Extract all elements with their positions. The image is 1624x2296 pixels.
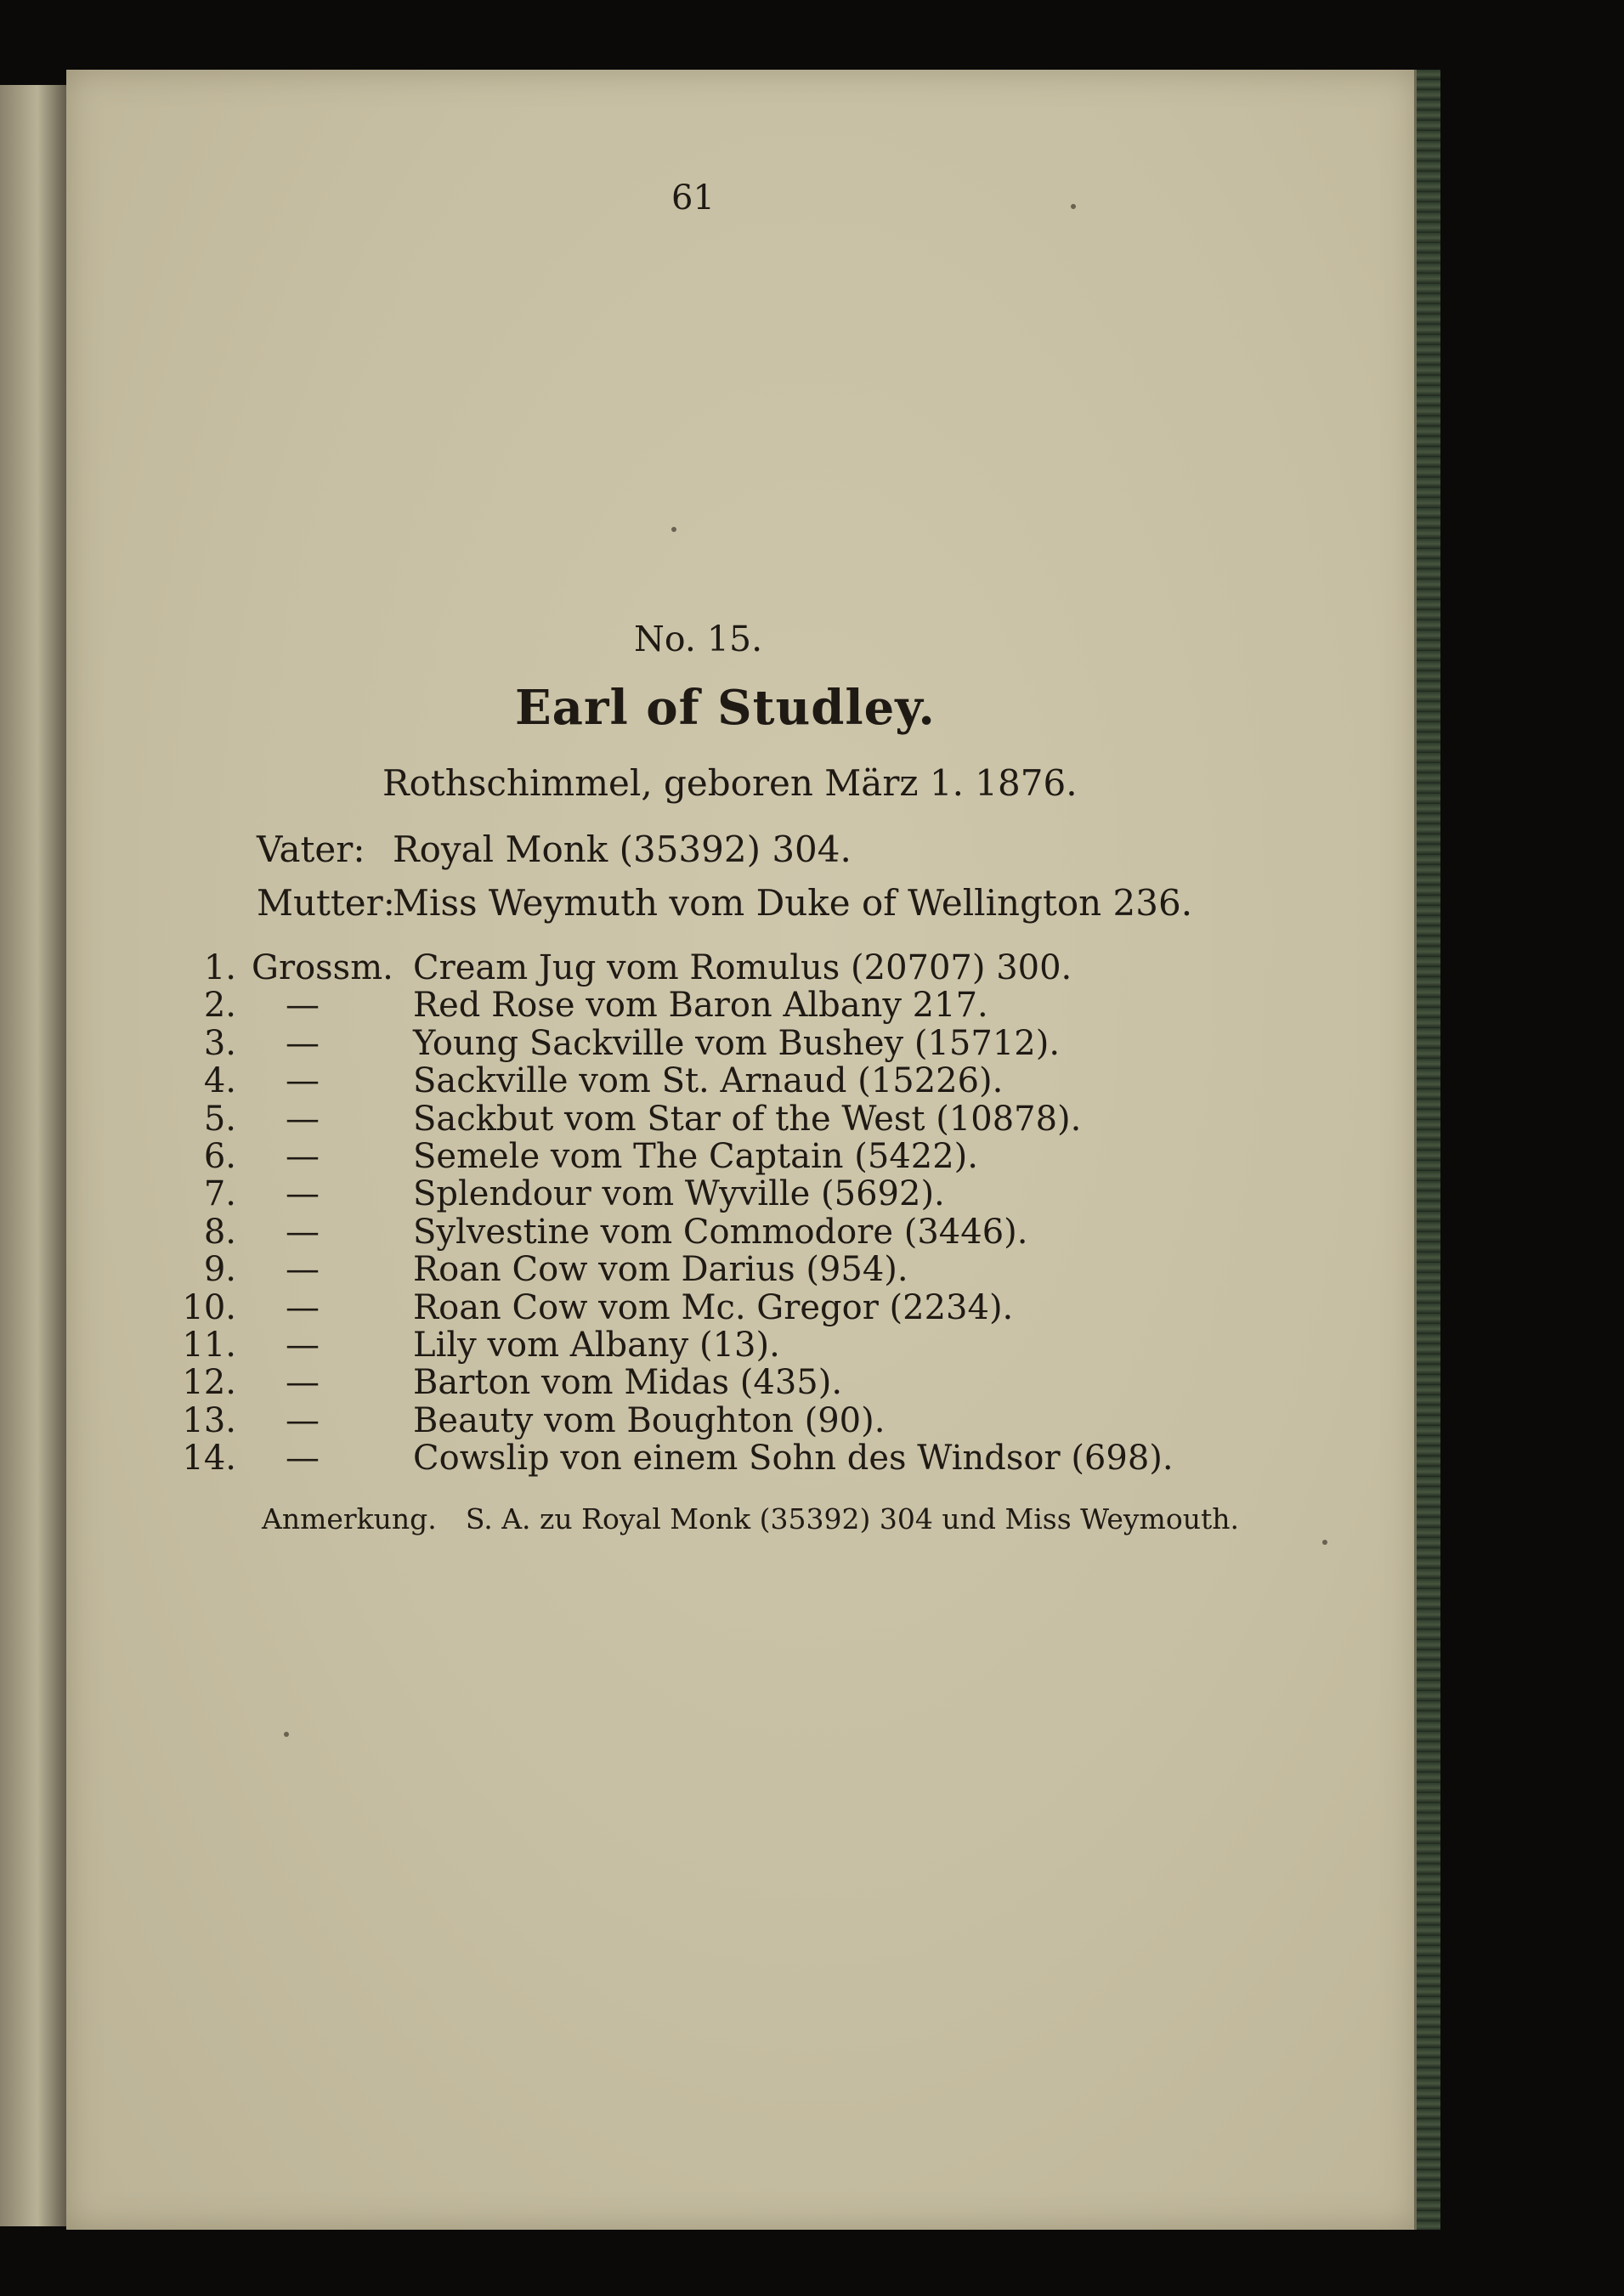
pedigree-row bbox=[178, 1364, 1164, 1401]
sire-value: Royal Monk (35392) 304. bbox=[393, 828, 852, 870]
pedigree-row bbox=[178, 1175, 1164, 1213]
pedigree-number: 12. bbox=[182, 1363, 236, 1403]
pedigree-number: 4. bbox=[203, 1061, 236, 1101]
paper-speck bbox=[1322, 1540, 1327, 1545]
pedigree-relation: — bbox=[286, 986, 320, 1026]
pedigree-name: Splendour vom Wyville (5692). bbox=[413, 1174, 945, 1214]
pedigree-number: 3. bbox=[203, 1023, 236, 1063]
pedigree-name: Barton vom Midas (435). bbox=[413, 1363, 843, 1403]
pedigree-name: Roan Cow vom Darius (954). bbox=[413, 1250, 908, 1290]
pedigree-row bbox=[178, 987, 1164, 1024]
pedigree-number: 11. bbox=[182, 1325, 236, 1365]
pedigree-relation: — bbox=[286, 1212, 320, 1252]
entry-number: No. 15. bbox=[634, 619, 763, 659]
pedigree-number: 9. bbox=[203, 1250, 236, 1290]
page-number: 61 bbox=[671, 178, 715, 218]
pedigree-relation: — bbox=[286, 1023, 320, 1063]
previous-page-edge bbox=[0, 85, 68, 2226]
pedigree-row bbox=[178, 1213, 1164, 1251]
pedigree-row bbox=[178, 1100, 1164, 1138]
pedigree-row bbox=[178, 1402, 1164, 1439]
pedigree-name: Cowslip von einem Sohn des Windsor (698). bbox=[413, 1439, 1174, 1479]
pedigree-row bbox=[178, 1439, 1174, 1479]
pedigree-row bbox=[178, 1289, 1164, 1326]
sire-row bbox=[257, 828, 852, 870]
pedigree-row bbox=[178, 1251, 1164, 1288]
entry-title: Earl of Studley. bbox=[515, 680, 936, 736]
pedigree-number: 13. bbox=[182, 1400, 236, 1440]
pedigree-relation: — bbox=[286, 1439, 320, 1479]
pedigree-number: 14. bbox=[182, 1439, 236, 1479]
pedigree-number: 6. bbox=[203, 1136, 236, 1176]
footnote bbox=[262, 1502, 1239, 1535]
pedigree-number: 1. bbox=[203, 948, 236, 987]
book-spine bbox=[1414, 70, 1440, 2230]
footnote-text: S. A. zu Royal Monk (35392) 304 und Miss Weymouth. bbox=[465, 1502, 1239, 1535]
pedigree-name: Young Sackville vom Bushey (15712). bbox=[413, 1023, 1061, 1063]
pedigree-row bbox=[178, 1326, 1164, 1364]
pedigree-name: Sylvestine vom Commodore (3446). bbox=[413, 1212, 1028, 1252]
pedigree-relation: — bbox=[286, 1400, 320, 1440]
sire-label: Vater: bbox=[257, 828, 365, 870]
pedigree-number: 5. bbox=[203, 1099, 236, 1139]
pedigree-relation: — bbox=[286, 1061, 320, 1101]
entry-description: Rothschimmel, geboren März 1. 1876. bbox=[382, 762, 1078, 804]
pedigree-relation: Grossm. bbox=[252, 948, 393, 987]
pedigree-name: Sackbut vom Star of the West (10878). bbox=[413, 1099, 1082, 1139]
pedigree-relation: — bbox=[286, 1325, 320, 1365]
pedigree-list bbox=[178, 948, 1174, 1479]
dam-value: Miss Weymuth vom Duke of Wellington 236. bbox=[393, 882, 1193, 924]
paper-speck bbox=[1071, 204, 1076, 209]
pedigree-number: 2. bbox=[203, 986, 236, 1026]
pedigree-name: Red Rose vom Baron Albany 217. bbox=[413, 986, 988, 1026]
pedigree-number: 10. bbox=[182, 1287, 236, 1327]
paper-speck bbox=[284, 1732, 289, 1737]
pedigree-relation: — bbox=[286, 1174, 320, 1214]
pedigree-row bbox=[178, 949, 1164, 987]
pedigree-name: Cream Jug vom Romulus (20707) 300. bbox=[413, 948, 1072, 987]
pedigree-row bbox=[178, 1062, 1164, 1100]
pedigree-number: 8. bbox=[203, 1212, 236, 1252]
pedigree-relation: — bbox=[286, 1136, 320, 1176]
pedigree-row bbox=[178, 1138, 1164, 1175]
pedigree-relation: — bbox=[286, 1250, 320, 1290]
footnote-label: Anmerkung. bbox=[262, 1502, 437, 1535]
paper-speck bbox=[671, 527, 676, 532]
pedigree-name: Semele vom The Captain (5422). bbox=[413, 1136, 978, 1176]
pedigree-name: Roan Cow vom Mc. Gregor (2234). bbox=[413, 1287, 1014, 1327]
pedigree-name: Lily vom Albany (13). bbox=[413, 1325, 780, 1365]
dam-row bbox=[257, 882, 1192, 924]
pedigree-relation: — bbox=[286, 1099, 320, 1139]
pedigree-relation: — bbox=[286, 1363, 320, 1403]
pedigree-name: Beauty vom Boughton (90). bbox=[413, 1400, 886, 1440]
pedigree-name: Sackville vom St. Arnaud (15226). bbox=[413, 1061, 1004, 1101]
pedigree-relation: — bbox=[286, 1287, 320, 1327]
dam-label: Mutter: bbox=[257, 882, 395, 924]
pedigree-number: 7. bbox=[203, 1174, 236, 1214]
pedigree-row bbox=[178, 1025, 1164, 1062]
